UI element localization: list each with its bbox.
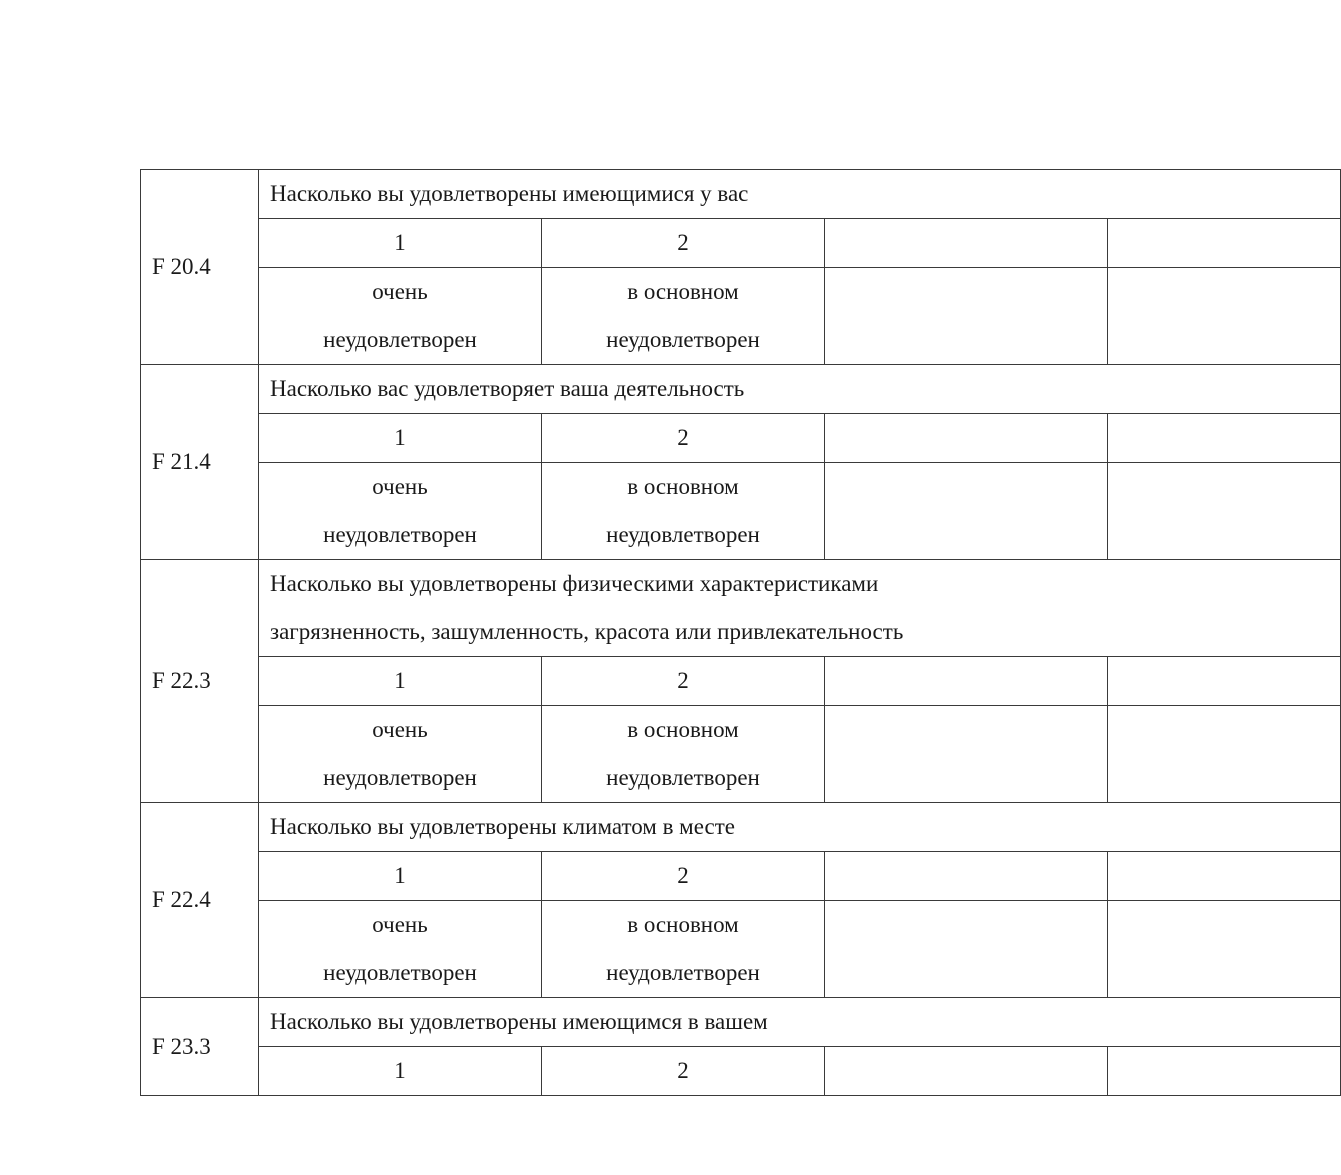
scale-label	[259, 901, 542, 998]
scale-number: 1	[259, 852, 542, 901]
scale-label	[259, 463, 542, 560]
item-code: F 23.3	[141, 998, 259, 1096]
scale-label-empty	[825, 706, 1108, 803]
scale-number-empty	[825, 219, 1108, 268]
item-code: F 20.4	[141, 170, 259, 365]
scale-number: 1	[259, 1047, 542, 1096]
scale-label-empty	[825, 463, 1108, 560]
scale-label	[542, 463, 825, 560]
scale-label-row	[141, 901, 1341, 998]
scale-label-empty	[1108, 901, 1341, 998]
scale-label	[542, 706, 825, 803]
question-row	[141, 803, 1341, 852]
scale-number: 1	[259, 657, 542, 706]
scale-number-row	[141, 1047, 1341, 1096]
scale-number: 2	[542, 219, 825, 268]
scale-label-line: в основном	[627, 912, 739, 937]
scale-label-line: в основном	[627, 717, 739, 742]
question-line: Насколько вы удовлетворены имеющимися у вас	[270, 181, 749, 206]
scale-number-empty	[825, 852, 1108, 901]
scale-number-empty	[1108, 1047, 1341, 1096]
scale-label-line: очень	[372, 912, 428, 937]
questionnaire-table	[140, 169, 1341, 1096]
scale-number: 2	[542, 657, 825, 706]
scale-number: 2	[542, 852, 825, 901]
question-row	[141, 998, 1341, 1047]
scale-number: 1	[259, 219, 542, 268]
scale-label	[542, 268, 825, 365]
question-line: Насколько вы удовлетворены климатом в месте	[270, 814, 735, 839]
question-text	[259, 803, 1341, 852]
question-line: загрязненность, зашумленность, красота или привлекательность	[270, 619, 904, 644]
scale-label-line: неудовлетворен	[323, 960, 477, 985]
scale-label	[259, 268, 542, 365]
scale-label-line: неудовлетворен	[323, 522, 477, 547]
scale-label-line: неудовлетворен	[323, 765, 477, 790]
scale-number-empty	[825, 1047, 1108, 1096]
scale-number-row	[141, 219, 1341, 268]
scale-number: 1	[259, 414, 542, 463]
scale-label-line: в основном	[627, 279, 739, 304]
question-row	[141, 365, 1341, 414]
scale-label-empty	[825, 901, 1108, 998]
question-text	[259, 170, 1341, 219]
scale-label-empty	[1108, 268, 1341, 365]
scale-number-empty	[1108, 219, 1341, 268]
question-row	[141, 560, 1341, 657]
question-text	[259, 365, 1341, 414]
scale-label	[542, 901, 825, 998]
question-line: Насколько вы удовлетворены имеющимся в вашем	[270, 1009, 768, 1034]
scale-number-row	[141, 852, 1341, 901]
question-line: Насколько вы удовлетворены физическими характеристиками	[270, 571, 879, 596]
scale-label-line: очень	[372, 474, 428, 499]
scale-number: 2	[542, 414, 825, 463]
item-code: F 21.4	[141, 365, 259, 560]
scale-number-empty	[1108, 852, 1341, 901]
scale-number: 2	[542, 1047, 825, 1096]
scale-label-row	[141, 268, 1341, 365]
scale-label	[259, 706, 542, 803]
scale-label-empty	[1108, 463, 1341, 560]
scale-label-line: неудовлетворен	[323, 327, 477, 352]
scale-label-line: в основном	[627, 474, 739, 499]
scale-label-row	[141, 706, 1341, 803]
item-code: F 22.3	[141, 560, 259, 803]
scale-label-line: неудовлетворен	[606, 522, 760, 547]
scale-number-row	[141, 657, 1341, 706]
scale-label-row	[141, 463, 1341, 560]
scale-label-line: неудовлетворен	[606, 327, 760, 352]
scale-label-line: очень	[372, 717, 428, 742]
item-code: F 22.4	[141, 803, 259, 998]
scale-number-empty	[1108, 657, 1341, 706]
question-text	[259, 560, 1341, 657]
scale-label-line: неудовлетворен	[606, 960, 760, 985]
scale-number-empty	[1108, 414, 1341, 463]
scale-number-empty	[825, 414, 1108, 463]
scale-label-line: неудовлетворен	[606, 765, 760, 790]
scale-label-empty	[1108, 706, 1341, 803]
question-line: Насколько вас удовлетворяет ваша деятельность	[270, 376, 745, 401]
scale-label-line: очень	[372, 279, 428, 304]
scale-number-row	[141, 414, 1341, 463]
scale-label-empty	[825, 268, 1108, 365]
question-row	[141, 170, 1341, 219]
question-text	[259, 998, 1341, 1047]
scale-number-empty	[825, 657, 1108, 706]
